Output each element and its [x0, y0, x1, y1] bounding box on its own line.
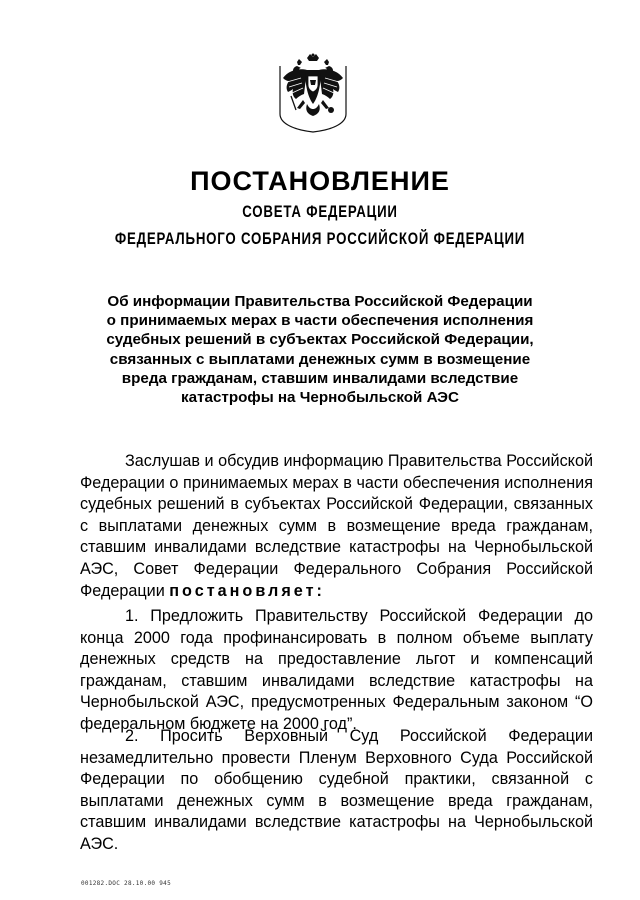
subject-line: о принимаемых мерах в части обеспечения исполнения — [106, 312, 534, 330]
preamble-paragraph — [80, 451, 593, 602]
resolution-item-2: 2. Просить Верховный Суд Российской Федерации незамедлительно провести Пленум Верховного Суда Российской Федерации по обобщению судебной практики, связанной с выплатами денежных сумм в возмещение вреда гражданам, ставшим инвалидами вследствие катастрофы на Чернобыльской АЭС. — [80, 727, 593, 853]
resolution-item-1: 1. Предложить Правительству Российской Федерации до конца 2000 года профинансировать в полном объеме выплату денежных средств на предоставление льгот и компенсаций гражданам, ставшим инвалидами вследствие катастрофы на Чернобыльской АЭС, предусмотренных Федеральным законом “О федеральном бюджете на 2000 год”. — [80, 607, 593, 733]
subject-line: вреда гражданам, ставшим инвалидами вследствие — [121, 369, 519, 387]
subject-line: Об информации Правительства Российской Федерации — [107, 293, 533, 310]
subject-line: катастрофы на Чернобыльской АЭС — [181, 389, 459, 407]
document-title: ПОСТАНОВЛЕНИЕ — [190, 166, 450, 196]
preamble-text: Заслушав и обсудив информацию Правительства Российской Федерации о принимаемых мерах в части обеспечения исполнения судебных решений в субъектах Российской Федерации, связанных с выплатами денежных сумм в возмещение вреда гражданам, ставшим инвалидами вследствие катастрофы на Чернобыльской АЭС, Совет Федерации Федерального Собрания Российской Федерации — [80, 452, 593, 600]
subject-line: судебных решений в субъектах Российской Федерации, — [106, 331, 534, 349]
decree-word: постановляет: — [169, 581, 325, 600]
document-subject — [80, 292, 560, 407]
russian-coat-of-arms-icon — [277, 52, 349, 134]
issuer-line-1: СОВЕТА ФЕДЕРАЦИИ — [242, 202, 398, 221]
issuer-line-2: ФЕДЕРАЛЬНОГО СОБРАНИЯ РОССИЙСКОЙ ФЕДЕРАЦИИ — [114, 229, 526, 248]
subject-line: связанных с выплатами денежных сумм в возмещение — [109, 350, 531, 368]
footer-file-code: 001282.DOC 28.10.00 945 — [81, 880, 171, 887]
